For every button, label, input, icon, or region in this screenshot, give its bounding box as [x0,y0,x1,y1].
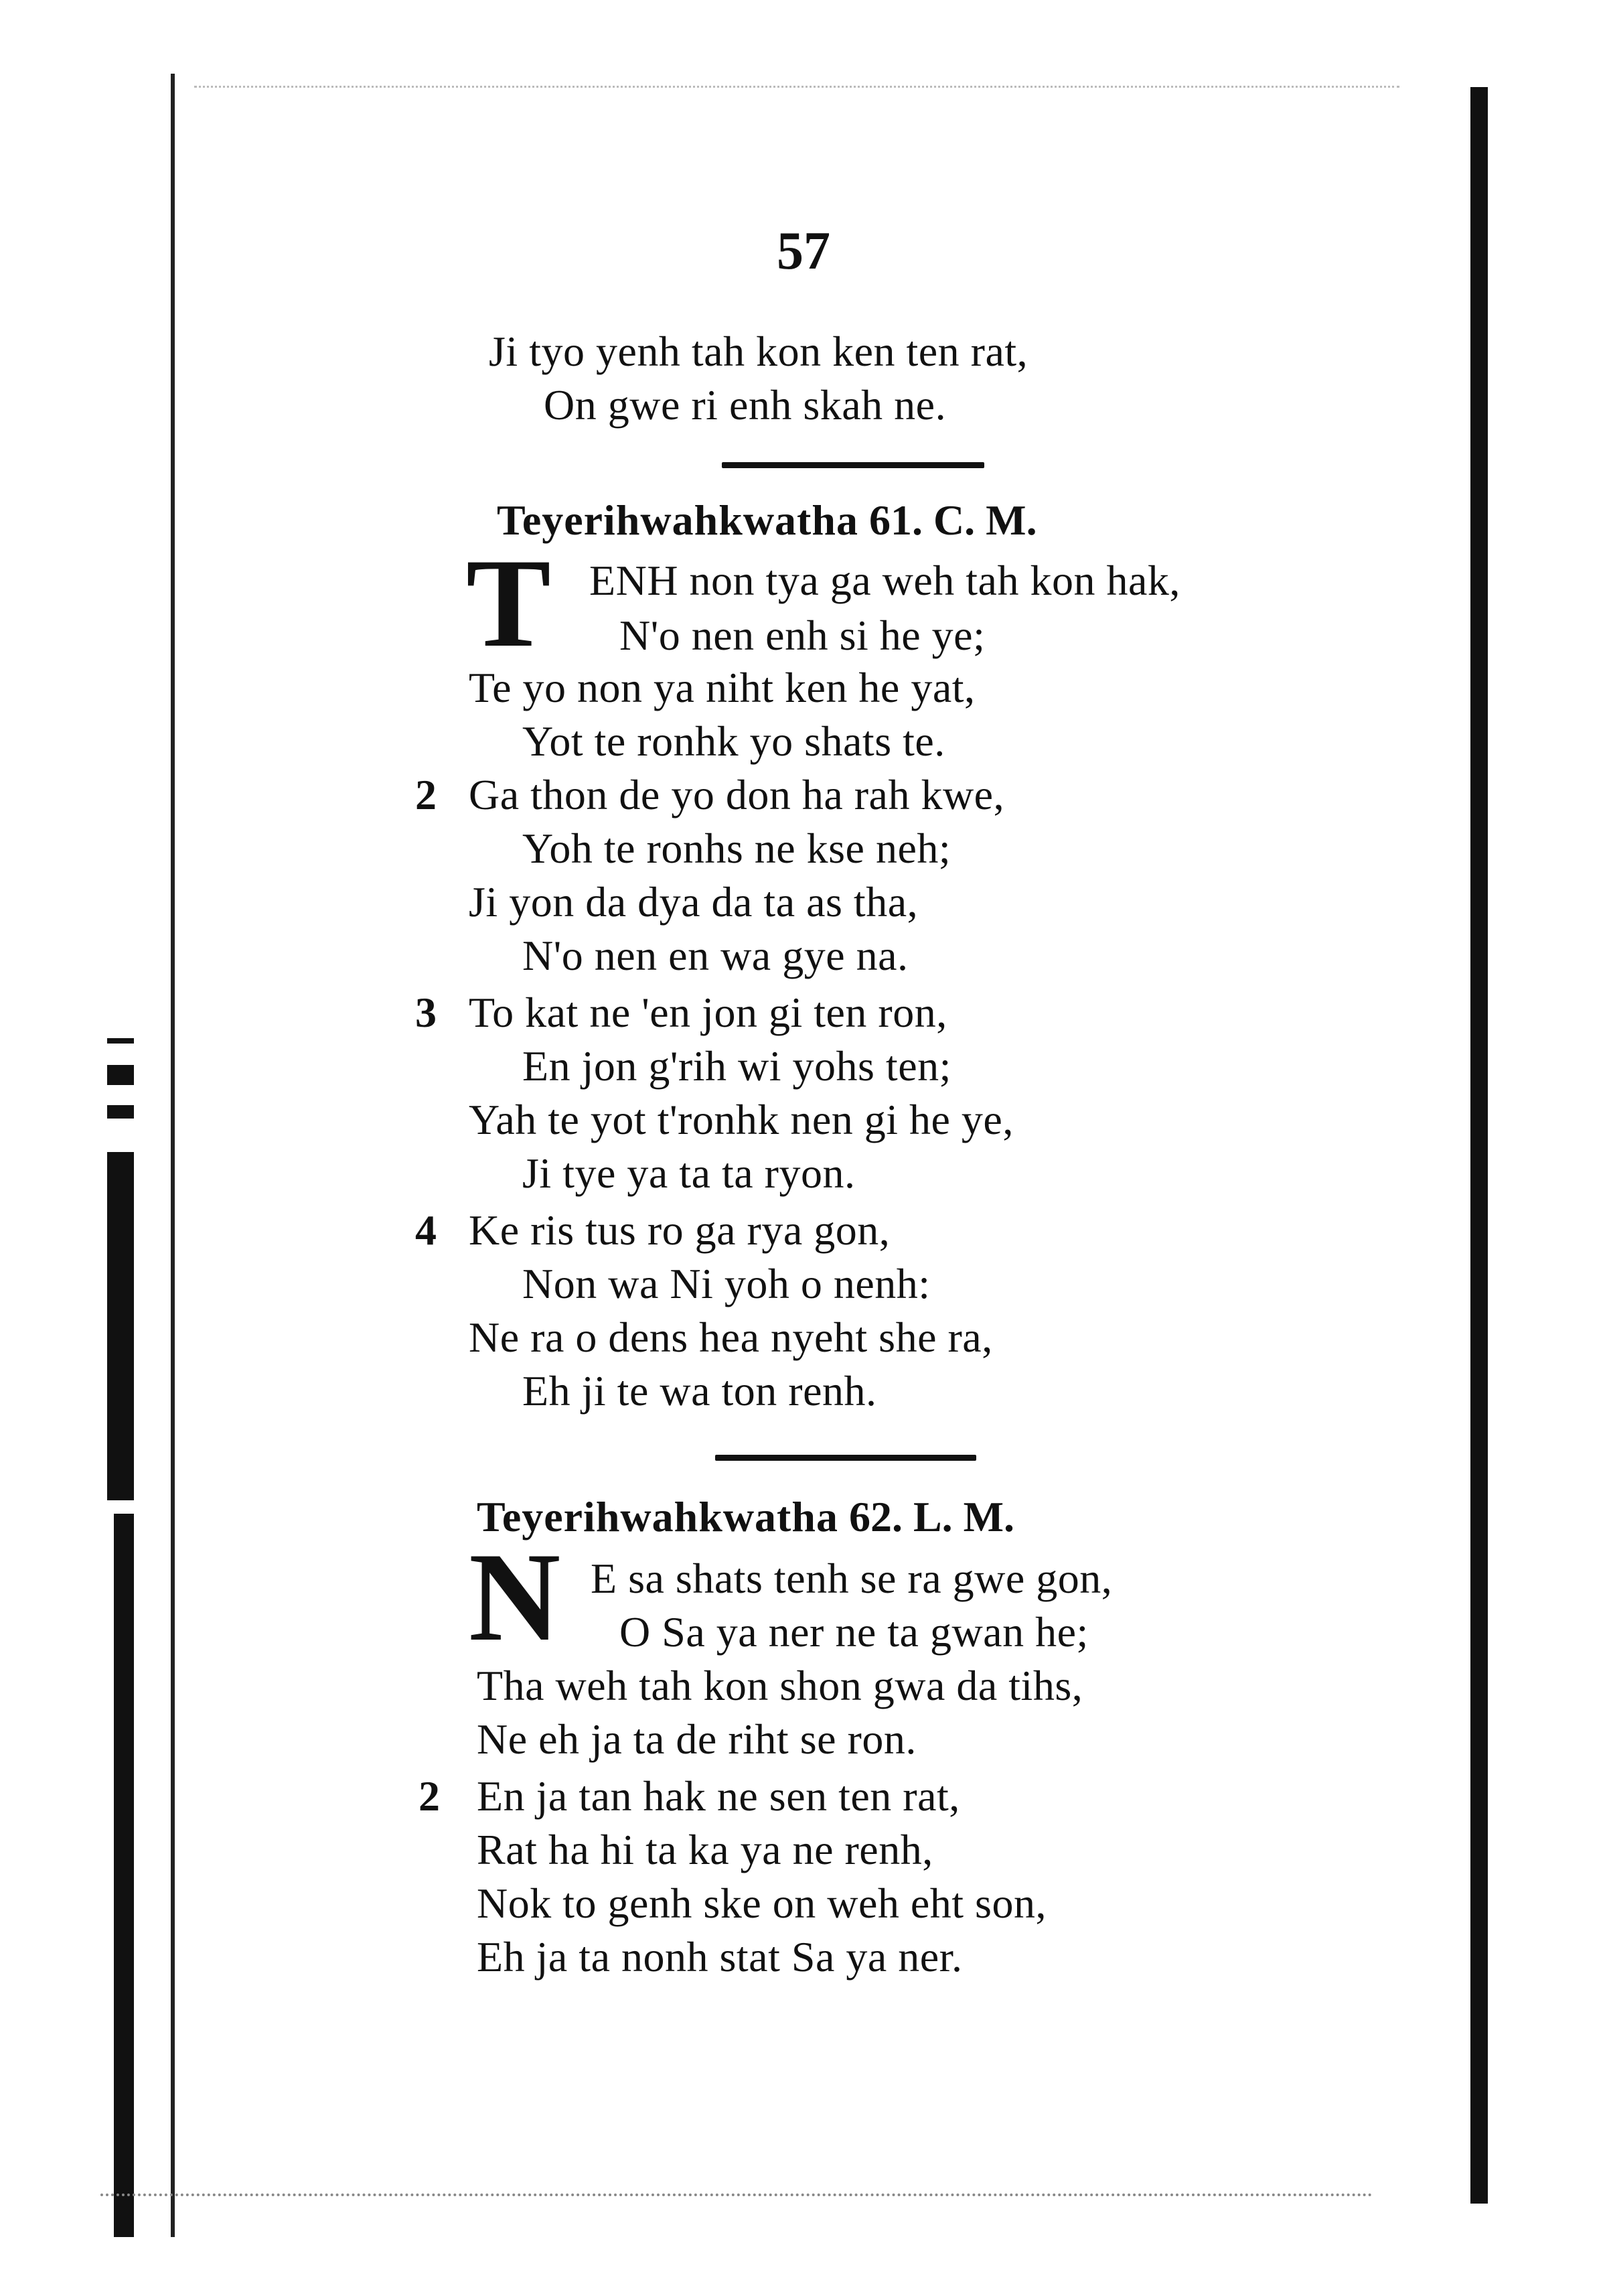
verse-line: Yah te yot t'ronhk nen gi he ye, [469,1096,1014,1143]
verse-line: N'o nen enh si he ye; [619,612,986,659]
verse-line: En jon g'rih wi yohs ten; [522,1042,951,1090]
right-page-edge [1470,87,1488,2204]
verse-line: ENH non tya ga weh tah kon hak, [589,557,1180,604]
hymn-title-name: Teyerihwahkwatha [477,1493,838,1540]
edge-mark [107,1065,134,1085]
left-page-edge [107,74,187,2237]
hymn-meter: C. M. [933,496,1037,544]
section-divider [715,1455,976,1461]
verse-line: N'o nen en wa gye na. [522,932,909,979]
verse-line: Yot te ronhk yo shats te. [522,717,945,765]
verse-number: 3 [415,989,437,1036]
verse-line: Ji tyo yenh tah kon ken ten rat, [489,328,1028,375]
verse-line: Nok to genh ske on weh eht son, [477,1879,1047,1927]
edge-mark [114,1514,134,2237]
drop-cap-letter: T [466,533,551,674]
verse-line: To kat ne 'en jon gi ten ron, [469,989,947,1036]
verse-line: Ga thon de yo don ha rah kwe, [469,771,1005,818]
verse-line: Tha weh tah kon shon gwa da tihs, [477,1662,1083,1709]
verse-line: Rat ha hi ta ka ya ne renh, [477,1826,933,1873]
drop-cap [466,533,551,674]
verse-line: Te yo non ya niht ken he yat, [469,664,976,711]
verse-line: Non wa Ni yoh o nenh: [522,1260,931,1307]
verse-line: E sa shats tenh se ra gwe gon, [591,1555,1113,1602]
hymn-number: 61. [868,496,923,544]
verse-line: Ke ris tus ro ga rya gon, [469,1206,891,1254]
top-edge-dots [194,86,1399,88]
verse-number: 2 [418,1772,440,1820]
verse-line: Eh ji te wa ton renh. [522,1367,877,1415]
left-edge-rule [171,74,175,2237]
verse-line: Eh ja ta nonh stat Sa ya ner. [477,1933,963,1981]
verse-line: On gwe ri enh skah ne. [544,381,947,429]
hymn-title-name: Teyerihwahkwatha [497,496,858,544]
bottom-edge-dots [100,2194,1373,2196]
hymn-number: 62. [848,1493,903,1540]
section-divider [722,462,984,468]
drop-cap-letter: N [469,1527,561,1668]
hymn-meter: L. M. [913,1493,1015,1540]
verse-line: Yoh te ronhs ne kse neh; [522,824,951,872]
page-number: 57 [777,222,830,281]
drop-cap [469,1527,561,1668]
hymn-title [497,496,1037,545]
verse-line: O Sa ya ner ne ta gwan he; [619,1608,1089,1656]
verse-line: Ji yon da dya da ta as tha, [469,878,919,926]
verse-number: 2 [415,771,437,818]
verse-line: Ji tye ya ta ta ryon. [522,1149,856,1197]
verse-line: Ne ra o dens hea nyeht she ra, [469,1313,993,1361]
edge-mark [107,1105,134,1119]
edge-mark [107,1152,134,1500]
verse-number: 4 [415,1206,437,1254]
verse-line: Ne eh ja ta de riht se ron. [477,1715,917,1763]
edge-mark [107,1038,134,1044]
verse-line: En ja tan hak ne sen ten rat, [477,1772,960,1820]
